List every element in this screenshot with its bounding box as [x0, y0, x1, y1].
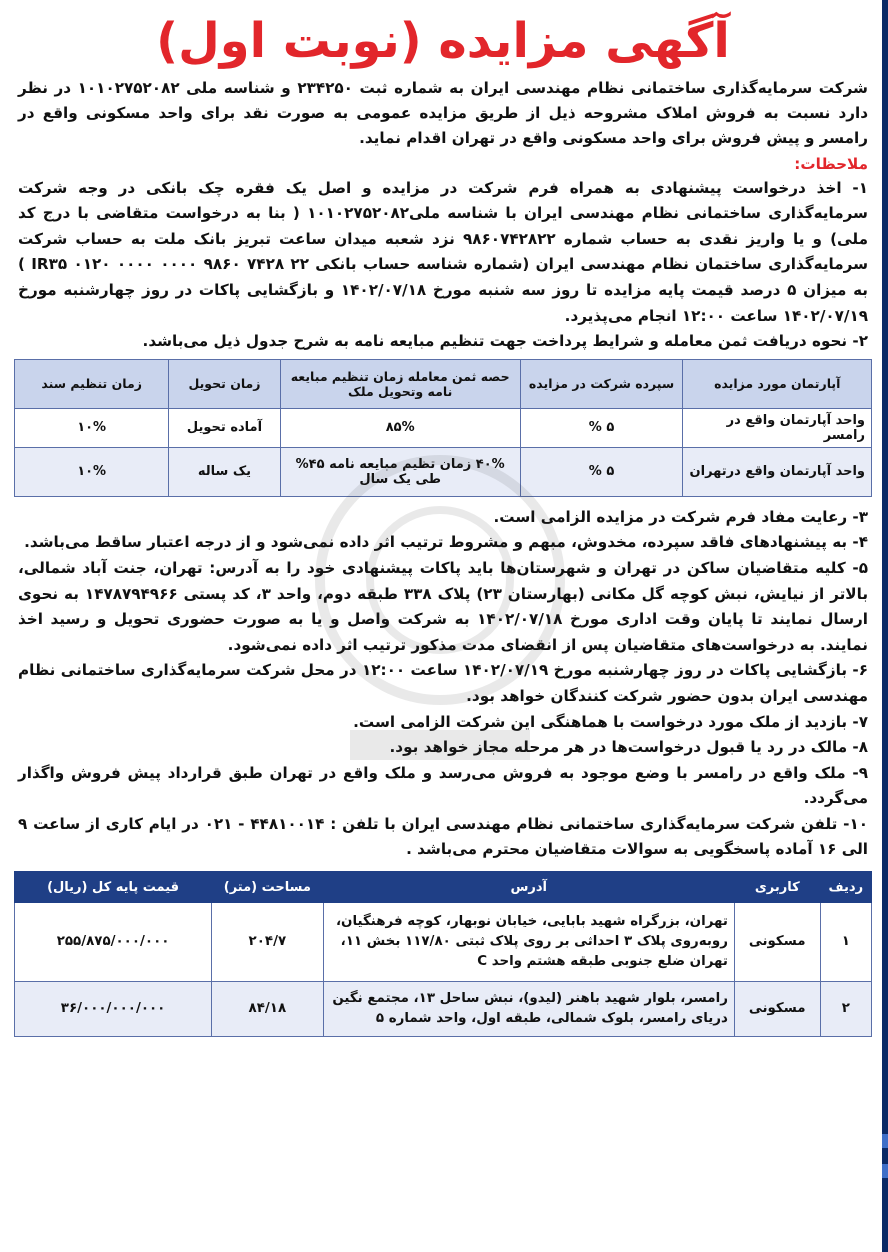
table-cell: ۵ %	[520, 408, 683, 447]
payment-terms-table	[14, 359, 872, 497]
table-cell: ۲۵۵/۸۷۵/۰۰۰/۰۰۰	[15, 903, 212, 982]
table-cell: ۲۰۴/۷	[212, 903, 323, 982]
page-title: آگهی مزایده (نوبت اول)	[156, 13, 730, 69]
property-table	[14, 871, 872, 1037]
payment-header: آپارتمان مورد مزایده	[683, 359, 872, 408]
property-header: قیمت پایه کل (ریال)	[15, 872, 212, 903]
edge-strip	[882, 0, 888, 1252]
note-8: ۸- مالک در رد یا قبول درخواست‌ها در هر مرحله مجاز خواهد بود.	[389, 738, 868, 757]
table-cell: واحد آپارتمان واقع در رامسر	[683, 408, 872, 447]
table-cell: ۱	[820, 903, 871, 982]
note-3: ۳- رعایت مفاد فرم شرکت در مزایده الزامی است.	[493, 507, 868, 526]
note-5: ۵- کلیه متقاضیان ساکن در تهران و شهرستان‌ها باید پاکات پیشنهادی خود را به آدرس: تهران، جنت آباد شمالی، بالاتر از نیایش، نبش کوچه گل مکانی (بهارستان ۲۳) پلاک ۳۳۸ طبقه دوم، واحد ۳، کد پستی ۱۴۷۸۷۹۴۹۶۶ به نحوی ارسال نمایند تا پایان وقت اداری مورخ ۱۴۰۲/۰۷/۱۸ به شرکت واصل و یا به صورت حضوری تحویل و رسید اخذ نمایند. به درخواست‌های متقاضیان پس از انقضای مدت مذکور ترتیب اثر داده نمی‌شود.	[18, 558, 869, 654]
property-header: ردیف	[820, 872, 871, 903]
note-2: ۲- نحوه دریافت ثمن معامله و شرایط پرداخت جهت تنظیم مبایعه نامه به شرح جدول ذیل می‌باشد.	[142, 332, 868, 351]
intro-paragraph: شرکت سرمایه‌گذاری ساختمانی نظام مهندسی ایران به شماره ثبت ۲۳۴۲۵۰ و شناسه ملی ۱۰۱۰۲۷۵۲۰۸۲ در نظر دارد نسبت به فروش املاک مشروحه ذیل از طریق مزایده عمومی به صورت نقد برای واحد مسکونی واقع در رامسر و پیش فروش برای واحد مسکونی واقع در تهران اقدام نماید.	[18, 79, 868, 148]
note-1: ۱- اخذ درخواست پیشنهادی به همراه فرم شرکت در مزایده و اصل یک فقره چک بانکی در وجه شرکت سرمایه‌گذاری ساختمانی نظام مهندسی ایران با شناسه ملی۱۰۱۰۲۷۵۲۰۸۲ ( بنا به درخواست متقاضی با درج کد ملی) و یا واریز نقدی به حساب شماره ۹۸۶۰۷۴۲۸۲۲ نزد شعبه میدان ساعت تبریز بانک ملت به حساب شرکت سرمایه‌گذاری ساختمان نظام مهندسی ایران (شماره شناسه حساب بانکی IR۳۵ ۰۱۲۰ ۰۰۰۰ ۰۰۰۰ ۹۸۶۰ ۷۴۲۸ ۲۲ ) به میزان ۵ درصد قیمت پایه مزایده تا روز سه شنبه مورخ ۱۴۰۲/۰۷/۱۸ و بازگشایی پاکات در روز چهارشنبه مورخ ۱۴۰۲/۰۷/۱۹ ساعت ۱۲:۰۰ انجام می‌پذیرد.	[18, 178, 869, 325]
notes-title: ملاحظات:	[794, 154, 868, 173]
property-header: مساحت (متر)	[212, 872, 323, 903]
table-cell: ۸۵%	[280, 408, 520, 447]
table-cell: رامسر، بلوار شهید باهنر (لیدو)، نبش ساحل ۱۳، مجتمع نگین دریای رامسر، بلوک شمالی، طبقه اول، واحد شماره ۵	[323, 982, 734, 1037]
table-cell: آماده تحویل	[169, 408, 280, 447]
property-header: کاربری	[734, 872, 820, 903]
note-4: ۴- به پیشنهادهای فاقد سپرده، مخدوش، مبهم و مشروط ترتیب اثر داده نمی‌شود و از درجه اعتبار ساقط می‌باشد.	[24, 533, 868, 552]
table-cell: یک ساله	[169, 447, 280, 496]
table-row	[15, 408, 872, 447]
table-cell: ۵ %	[520, 447, 683, 496]
note-6: ۶- بازگشایی پاکات در روز چهارشنبه مورخ ۱۴۰۲/۰۷/۱۹ ساعت ۱۲:۰۰ در محل شرکت سرمایه‌گذاری ساختمانی نظام مهندسی ایران بدون حضور شرکت کنندگان خواهد بود.	[18, 661, 868, 705]
table-cell: مسکونی	[734, 903, 820, 982]
table-cell: ۸۴/۱۸	[212, 982, 323, 1037]
table-cell: ۱۰%	[15, 408, 169, 447]
payment-header: سپرده شرکت در مزایده	[520, 359, 683, 408]
payment-header: زمان تحویل	[169, 359, 280, 408]
note-7: ۷- بازدید از ملک مورد درخواست با هماهنگی این شرکت الزامی است.	[353, 712, 868, 731]
table-cell: مسکونی	[734, 982, 820, 1037]
note-10: ۱۰- تلفن شرکت سرمایه‌گذاری ساختمانی نظام مهندسی ایران با تلفن : ۴۴۸۱۰۰۱۴ - ۰۲۱ در ایام کاری از ساعت ۹ الی ۱۶ آماده پاسخگویی به سوالات متقاضیان محترم می‌باشد .	[18, 814, 868, 859]
table-row	[15, 903, 872, 982]
table-cell: ۳۶/۰۰۰/۰۰۰/۰۰۰	[15, 982, 212, 1037]
table-cell: ۴۰% زمان تظیم مبایعه نامه ۴۵% طی یک سال	[280, 447, 520, 496]
payment-header: زمان تنظیم سند	[15, 359, 169, 408]
table-cell: تهران، بزرگراه شهید بابایی، خیابان نوبهار، کوچه فرهنگیان، روبه‌روی پلاک ۳ احداثی بر روی پلاک ثبتی ۱۱۷/۸۰ بخش ۱۱، تهران ضلع جنوبی طبقه هشتم واحد C	[323, 903, 734, 982]
property-header: آدرس	[323, 872, 734, 903]
table-cell: ۱۰%	[15, 447, 169, 496]
table-row	[15, 982, 872, 1037]
table-cell: ۲	[820, 982, 871, 1037]
table-cell: واحد آپارتمان واقع درتهران	[683, 447, 872, 496]
note-9: ۹- ملک واقع در رامسر با وضع موجود به فروش می‌رسد و ملک واقع در تهران طبق قرارداد پیش فروش واگذار می‌گردد.	[18, 763, 868, 808]
payment-header: حصه ثمن معامله زمان تنظیم مبایعه نامه وتحویل ملک	[280, 359, 520, 408]
table-row	[15, 447, 872, 496]
